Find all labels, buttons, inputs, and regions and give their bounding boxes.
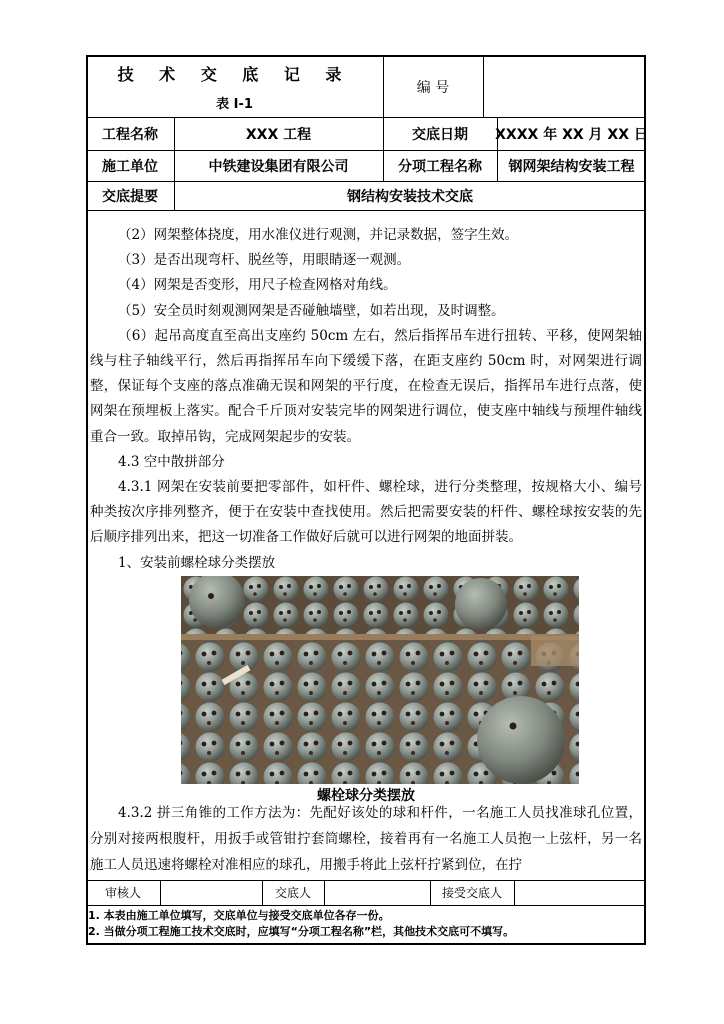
paragraph: 4.3.2 拼三角锥的工作方法为：先配好该处的球和杆件，一名施工人员找准球孔位置，分别对接两根腹杆，用扳手或管钳拧套筒螺栓，接着再有一名施工人员抱一上弦杆，另一名施工人员迅速将螺栓对准相应的球孔，用搬手将此上弦杆拧紧到位，在拧 [90,805,642,873]
paragraph: （4）网架是否变形，用尺子检查网格对角线。 [118,277,397,294]
discloser-label: 交底人 [274,886,311,900]
summary-label: 交底提要 [102,188,158,205]
row-divider [86,210,646,211]
receiver-label: 接受交底人 [441,886,502,900]
number-value[interactable] [483,55,646,118]
row-divider [86,905,646,906]
receiver-value[interactable] [514,880,646,905]
reviewer-value[interactable] [160,880,262,905]
paragraph: （2）网架整体挠度，用水准仪进行观测，并记录数据，签字生效。 [118,227,519,243]
paragraph: （5）安全员时刻观测网架是否碰触墙壁，如若出现，及时调整。 [118,302,505,319]
paragraph: （6）起吊高度直至高出支座约 50cm 左右，然后指挥吊车进行扭转、平移，使网架轴线与柱子轴线平行，然后再指挥吊车向下缓缓下落，在距支座约 50cm 时，对网架进行调整，保证每个支座的落点准确无误和网架的平行度，在检查无误后，指挥吊车进行点落，使网架在预埋板上落实。配合千斤顶对安装完毕的网架进行调位，使支座中轴线与预埋件轴线重合一致。取掉吊钩，完成网架起步的安装。 [90,327,642,445]
reviewer-label: 审核人 [104,886,141,900]
number-label: 编 号 [416,79,450,96]
photo-caption: 螺栓球分类摆放 [317,788,415,804]
discloser-value[interactable] [324,880,430,905]
project-name-value: XXX 工程 [245,126,312,143]
paragraph: 4.3.1 网架在安装前要把零部件，如杆件、螺栓球，进行分类整理，按规格大小、编号种类按次序排列整齐，便于在安装中查找使用。然后把需要安装的杆件、螺栓球按安装的先后顺序排列出来，把这一切准备工作做好后就可以进行网架的地面拼装。 [90,479,642,546]
disclosure-content-continued [90,800,642,878]
section-heading: 4.3 空中散拼部分 [118,453,225,470]
unit-value: 中铁建设集团有限公司 [208,158,349,175]
bolt-ball-photo [181,576,579,784]
form-notes [88,908,644,940]
date-value: XXXX 年 XX 月 XX 日 [495,126,648,143]
list-heading: 1、安装前螺栓球分类摆放 [118,554,276,571]
sub-project-label: 分项工程名称 [398,158,482,175]
form-title: 技 术 交 底 记 录 [117,64,352,84]
unit-label: 施工单位 [102,158,158,175]
project-name-label: 工程名称 [102,126,158,143]
paragraph: （3）是否出现弯杆、脱丝等，用眼睛逐一观测。 [118,252,411,269]
note-2: 2. 当做分项工程施工技术交底时，应填写“分项工程名称”栏，其他技术交底可不填写。 [88,925,515,938]
summary-value: 钢结构安装技术交底 [347,188,473,205]
note-1: 1. 本表由施工单位填写，交底单位与接受交底单位各存一份。 [88,909,390,922]
form-number: 表 I-1 [216,96,253,112]
sub-project-value: 钢网架结构安装工程 [508,158,635,175]
disclosure-content [90,223,642,576]
date-label: 交底日期 [412,126,468,143]
